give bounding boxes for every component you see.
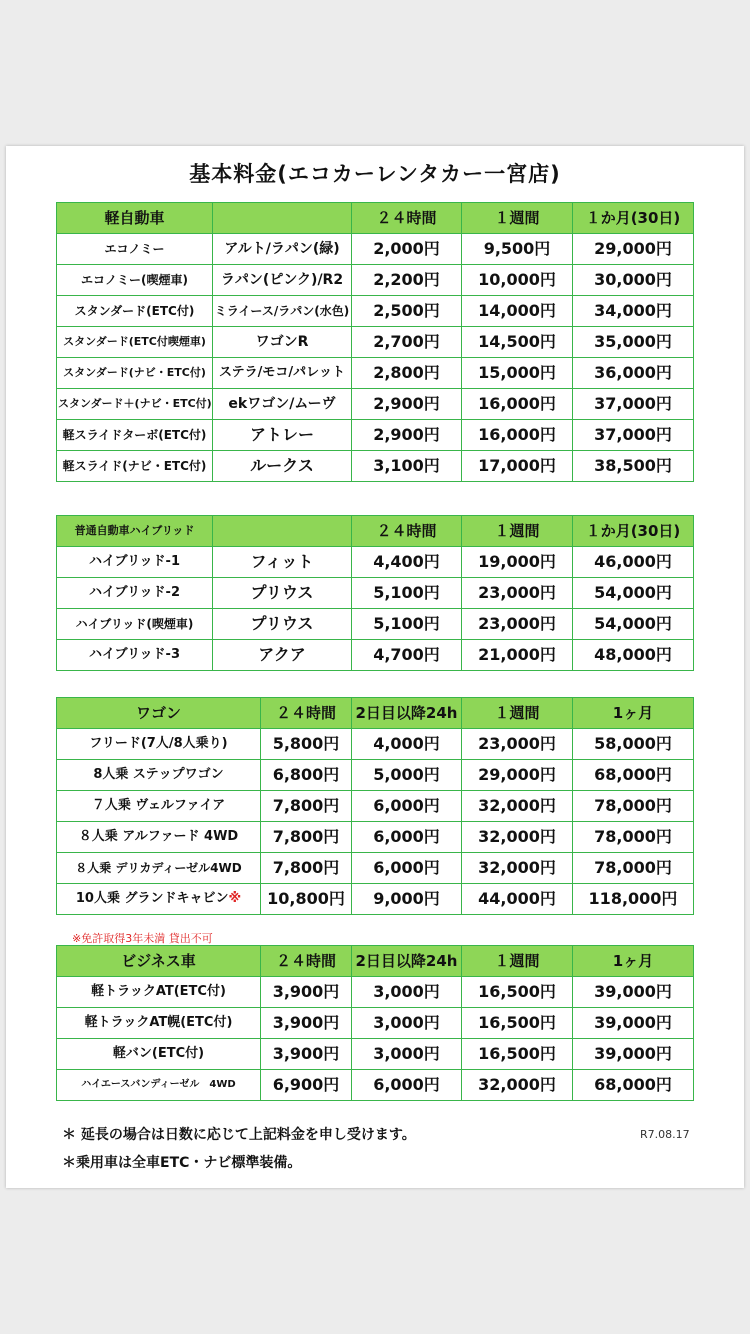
header-cell: 2日目以降24h — [352, 946, 462, 977]
class-cell: エコノミー — [57, 234, 213, 265]
class-cell: ８人乗 アルファード 4WD — [57, 822, 261, 853]
wagon-price-table — [56, 697, 694, 915]
price-cell: 4,700円 — [352, 640, 462, 671]
table-row — [57, 296, 694, 327]
revision-date: R7.08.17 — [640, 1128, 690, 1141]
price-cell: 29,000円 — [462, 760, 573, 791]
class-cell: ハイエースバンディーゼル 4WD — [57, 1070, 261, 1101]
price-cell: 3,000円 — [352, 977, 462, 1008]
table-row — [57, 234, 694, 265]
class-cell: 軽トラックAT幌(ETC付) — [57, 1008, 261, 1039]
price-cell: 7,800円 — [261, 822, 352, 853]
header-cell: １か月(30日) — [573, 203, 694, 234]
table-row — [57, 884, 694, 915]
table-row — [57, 760, 694, 791]
class-cell — [57, 884, 261, 915]
header-cell: 2日目以降24h — [352, 698, 462, 729]
header-cell: 軽自動車 — [57, 203, 213, 234]
price-cell: 17,000円 — [462, 451, 573, 482]
price-cell: 48,000円 — [573, 640, 694, 671]
price-cell: 78,000円 — [573, 791, 694, 822]
header-cell: ２４時間 — [261, 698, 352, 729]
price-cell: 6,000円 — [352, 791, 462, 822]
model-cell: アルト/ラパン(緑) — [213, 234, 352, 265]
header-cell: １か月(30日) — [573, 516, 694, 547]
kei-price-table — [56, 202, 694, 482]
price-cell: 16,500円 — [462, 1039, 573, 1070]
price-cell: 4,000円 — [352, 729, 462, 760]
table-row — [57, 791, 694, 822]
price-cell: 39,000円 — [573, 977, 694, 1008]
price-cell: 6,000円 — [352, 822, 462, 853]
table-row — [57, 822, 694, 853]
price-cell: 2,900円 — [352, 420, 462, 451]
class-cell: 8人乗 ステップワゴン — [57, 760, 261, 791]
price-cell: 16,000円 — [462, 389, 573, 420]
price-cell: 34,000円 — [573, 296, 694, 327]
price-cell: 3,900円 — [261, 977, 352, 1008]
price-cell: 21,000円 — [462, 640, 573, 671]
price-cell: 23,000円 — [462, 729, 573, 760]
price-cell: 3,000円 — [352, 1039, 462, 1070]
model-cell: フィット — [213, 547, 352, 578]
price-cell: 44,000円 — [462, 884, 573, 915]
table-row — [57, 609, 694, 640]
table-row — [57, 1070, 694, 1101]
table-row — [57, 389, 694, 420]
table-row — [57, 420, 694, 451]
header-cell: ２４時間 — [352, 203, 462, 234]
price-cell: 5,800円 — [261, 729, 352, 760]
price-cell: 32,000円 — [462, 822, 573, 853]
header-cell: ２４時間 — [352, 516, 462, 547]
model-cell: ルークス — [213, 451, 352, 482]
price-cell: 2,200円 — [352, 265, 462, 296]
price-cell: 16,500円 — [462, 1008, 573, 1039]
header-cell — [213, 516, 352, 547]
header-cell: ワゴン — [57, 698, 261, 729]
class-cell: ハイブリッド-1 — [57, 547, 213, 578]
model-cell: プリウス — [213, 609, 352, 640]
model-cell: ラパン(ピンク)/R2 — [213, 265, 352, 296]
model-cell: ekワゴン/ムーヴ — [213, 389, 352, 420]
price-cell: 3,900円 — [261, 1039, 352, 1070]
class-cell: 軽バン(ETC付) — [57, 1039, 261, 1070]
price-cell: 6,900円 — [261, 1070, 352, 1101]
class-cell: スタンダード＋(ナビ・ETC付) — [57, 389, 213, 420]
table-row — [57, 1039, 694, 1070]
price-cell: 2,900円 — [352, 389, 462, 420]
model-cell: プリウス — [213, 578, 352, 609]
header-cell: ２４時間 — [261, 946, 352, 977]
class-cell: ハイブリッド-2 — [57, 578, 213, 609]
price-cell: 19,000円 — [462, 547, 573, 578]
price-cell: 29,000円 — [573, 234, 694, 265]
price-cell: 2,000円 — [352, 234, 462, 265]
hybrid-price-table — [56, 515, 694, 671]
header-cell: 普通自動車ハイブリッド — [57, 516, 213, 547]
restriction-mark: ※ — [228, 891, 242, 906]
table-row — [57, 265, 694, 296]
price-cell: 46,000円 — [573, 547, 694, 578]
price-cell: 54,000円 — [573, 609, 694, 640]
price-cell: 32,000円 — [462, 1070, 573, 1101]
price-cell: 32,000円 — [462, 853, 573, 884]
price-cell: 78,000円 — [573, 853, 694, 884]
price-cell: 5,100円 — [352, 578, 462, 609]
price-cell: 7,800円 — [261, 853, 352, 884]
price-cell: 9,000円 — [352, 884, 462, 915]
model-cell: ステラ/モコ/パレット — [213, 358, 352, 389]
class-cell: ハイブリッド(喫煙車) — [57, 609, 213, 640]
table-row — [57, 547, 694, 578]
table-header-row — [57, 516, 694, 547]
header-cell: 1ヶ月 — [573, 698, 694, 729]
header-cell: １週間 — [462, 516, 573, 547]
table-row — [57, 1008, 694, 1039]
price-cell: 39,000円 — [573, 1039, 694, 1070]
restriction-note: ※免許取得3年未満 貸出不可 — [72, 932, 213, 945]
price-cell: 23,000円 — [462, 578, 573, 609]
header-cell: 1ヶ月 — [573, 946, 694, 977]
table-row — [57, 729, 694, 760]
price-cell: 30,000円 — [573, 265, 694, 296]
price-cell: 23,000円 — [462, 609, 573, 640]
model-cell: ワゴンR — [213, 327, 352, 358]
price-cell: 10,000円 — [462, 265, 573, 296]
table-row — [57, 451, 694, 482]
price-cell: 5,100円 — [352, 609, 462, 640]
table-row — [57, 977, 694, 1008]
class-cell: 軽スライド(ナビ・ETC付) — [57, 451, 213, 482]
model-cell: アクア — [213, 640, 352, 671]
price-cell: 37,000円 — [573, 420, 694, 451]
price-cell: 36,000円 — [573, 358, 694, 389]
price-cell: 35,000円 — [573, 327, 694, 358]
price-cell: 68,000円 — [573, 760, 694, 791]
price-cell: 2,800円 — [352, 358, 462, 389]
price-cell: 3,900円 — [261, 1008, 352, 1039]
price-cell: 16,000円 — [462, 420, 573, 451]
header-cell: １週間 — [462, 203, 573, 234]
class-cell: ハイブリッド-3 — [57, 640, 213, 671]
price-cell: 14,500円 — [462, 327, 573, 358]
class-cell: 軽トラックAT(ETC付) — [57, 977, 261, 1008]
class-cell: フリード(7人/8人乗り) — [57, 729, 261, 760]
header-cell: １週間 — [462, 946, 573, 977]
class-cell: スタンダード(ETC付喫煙車) — [57, 327, 213, 358]
table-row — [57, 640, 694, 671]
page-title: 基本料金(エコカーレンタカー一宮店) — [189, 162, 561, 186]
price-cell: 3,000円 — [352, 1008, 462, 1039]
table-header-row — [57, 946, 694, 977]
price-cell: 118,000円 — [573, 884, 694, 915]
price-cell: 39,000円 — [573, 1008, 694, 1039]
price-cell: 6,000円 — [352, 1070, 462, 1101]
table-row — [57, 578, 694, 609]
price-cell: 2,500円 — [352, 296, 462, 327]
class-cell: スタンダード(ナビ・ETC付) — [57, 358, 213, 389]
class-cell: ７人乗 ヴェルファイア — [57, 791, 261, 822]
header-cell: １週間 — [462, 698, 573, 729]
table-row — [57, 358, 694, 389]
price-cell: 68,000円 — [573, 1070, 694, 1101]
price-cell: 14,000円 — [462, 296, 573, 327]
footer-note-equipment: ＊乗用車は全車ETC・ナビ標準装備。 — [62, 1155, 302, 1171]
table-header-row — [57, 203, 694, 234]
price-cell: 15,000円 — [462, 358, 573, 389]
price-cell: 78,000円 — [573, 822, 694, 853]
price-cell: 54,000円 — [573, 578, 694, 609]
price-cell: 38,500円 — [573, 451, 694, 482]
class-label: 10人乗 グランドキャビン — [75, 891, 229, 906]
class-cell: 軽スライドターボ(ETC付) — [57, 420, 213, 451]
price-cell: 6,800円 — [261, 760, 352, 791]
header-cell: ビジネス車 — [57, 946, 261, 977]
price-cell: 9,500円 — [462, 234, 573, 265]
price-cell: 7,800円 — [261, 791, 352, 822]
model-cell: ミライース/ラパン(水色) — [213, 296, 352, 327]
model-cell: アトレー — [213, 420, 352, 451]
price-cell: 3,100円 — [352, 451, 462, 482]
table-row — [57, 327, 694, 358]
price-cell: 37,000円 — [573, 389, 694, 420]
header-cell — [213, 203, 352, 234]
class-cell: エコノミー(喫煙車) — [57, 265, 213, 296]
price-cell: 32,000円 — [462, 791, 573, 822]
price-cell: 58,000円 — [573, 729, 694, 760]
table-header-row — [57, 698, 694, 729]
class-cell: スタンダード(ETC付) — [57, 296, 213, 327]
price-cell: 6,000円 — [352, 853, 462, 884]
price-cell: 10,800円 — [261, 884, 352, 915]
business-price-table — [56, 945, 694, 1101]
price-cell: 4,400円 — [352, 547, 462, 578]
price-cell: 5,000円 — [352, 760, 462, 791]
class-cell: ８人乗 デリカディーゼル4WD — [57, 853, 261, 884]
table-row — [57, 853, 694, 884]
footer-note-extension: ＊ 延長の場合は日数に応じて上記料金を申し受けます。 — [62, 1127, 416, 1143]
price-cell: 16,500円 — [462, 977, 573, 1008]
price-cell: 2,700円 — [352, 327, 462, 358]
